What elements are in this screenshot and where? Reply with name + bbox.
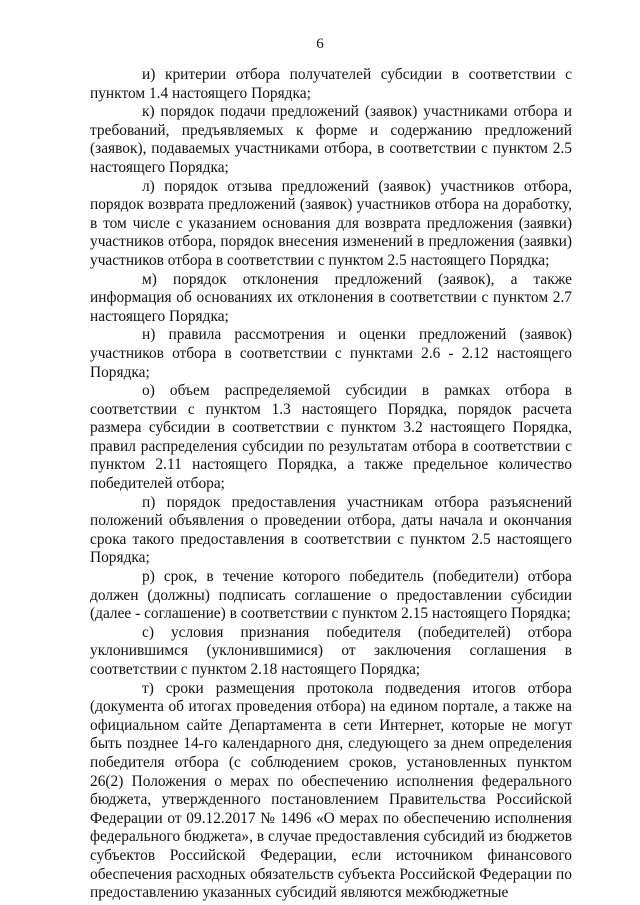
paragraph-m: м) порядок отклонения предложений (заявок), а также информация об основаниях их отклонения в соответствии с пунктом 2.7 настоящего Порядка; [90, 270, 572, 325]
paragraph-l: л) порядок отзыва предложений (заявок) участников отбора, порядок возврата предложений (заявок) участников отбора на доработку, в том числе с указанием основания для возврата предложения (заявки) участников отбора, порядок внесения изменений в предложения (заявки) участников отбора в соответствии с пунктом 2.5 настоящего Порядка; [90, 177, 572, 269]
document-body [90, 66, 572, 903]
page-number: 6 [316, 36, 324, 52]
paragraph-p: п) порядок предоставления участникам отбора разъяснений положений объявления о проведении отбора, даты начала и окончания срока такого предоставления в соответствии с пунктом 2.5 настоящего Порядка; [90, 493, 572, 567]
paragraph-n: н) правила рассмотрения и оценки предложений (заявок) участников отбора в соответствии с пунктами 2.6 - 2.12 настоящего Порядка; [90, 326, 572, 381]
paragraph-s: с) условия признания победителя (победителей) отбора уклонившимся (уклонившимися) от заключения соглашения в соответствии с пунктом 2.18 настоящего Порядка; [90, 623, 572, 678]
paragraph-r: р) срок, в течение которого победитель (победители) отбора должен (должны) подписать соглашение о предоставлении субсидии (далее - соглашение) в соответствии с пунктом 2.15 настоящего Порядка; [90, 568, 572, 623]
paragraph-o: о) объем распределяемой субсидии в рамках отбора в соответствии с пунктом 1.3 настоящего Порядка, порядок расчета размера субсидии в соответствии с пунктом 3.2 настоящего Порядка, правил распределения субсидии по результатам отбора в соответствии с пунктом 2.11 настоящего Порядка, а также предельное количество победителей отбора; [90, 382, 572, 493]
paragraph-i: и) критерии отбора получателей субсидии в соответствии с пунктом 1.4 настоящего Порядка; [90, 66, 572, 102]
paragraph-k: к) порядок подачи предложений (заявок) участниками отбора и требований, предъявляемых к форме и содержанию предложений (заявок), подаваемых участниками отбора, в соответствии с пунктом 2.5 настоящего Порядка; [90, 103, 572, 176]
paragraph-t: т) сроки размещения протокола подведения итогов отбора (документа об итогах проведения отбора) на едином портале, а также на официальном сайте Департамента в сети Интернет, которые не могут быть позднее 14-го календарного дня, следующего за днем определения победителя отбора (с соблюдением сроков, установленных пунктом 26(2) Положения о мерах по обеспечению исполнения федерального бюджета, утвержденного постановлением Правительства Российской Федерации от 09.12.2017 № 1496 «О мерах по обеспечению исполнения федерального бюджета», в случае предоставления субсидий из бюджетов субъектов Российской Федерации, если источником финансового обеспечения расходных обязательств субъекта Российской Федерации по предоставлению указанных субсидий являются межбюджетные [90, 679, 572, 902]
